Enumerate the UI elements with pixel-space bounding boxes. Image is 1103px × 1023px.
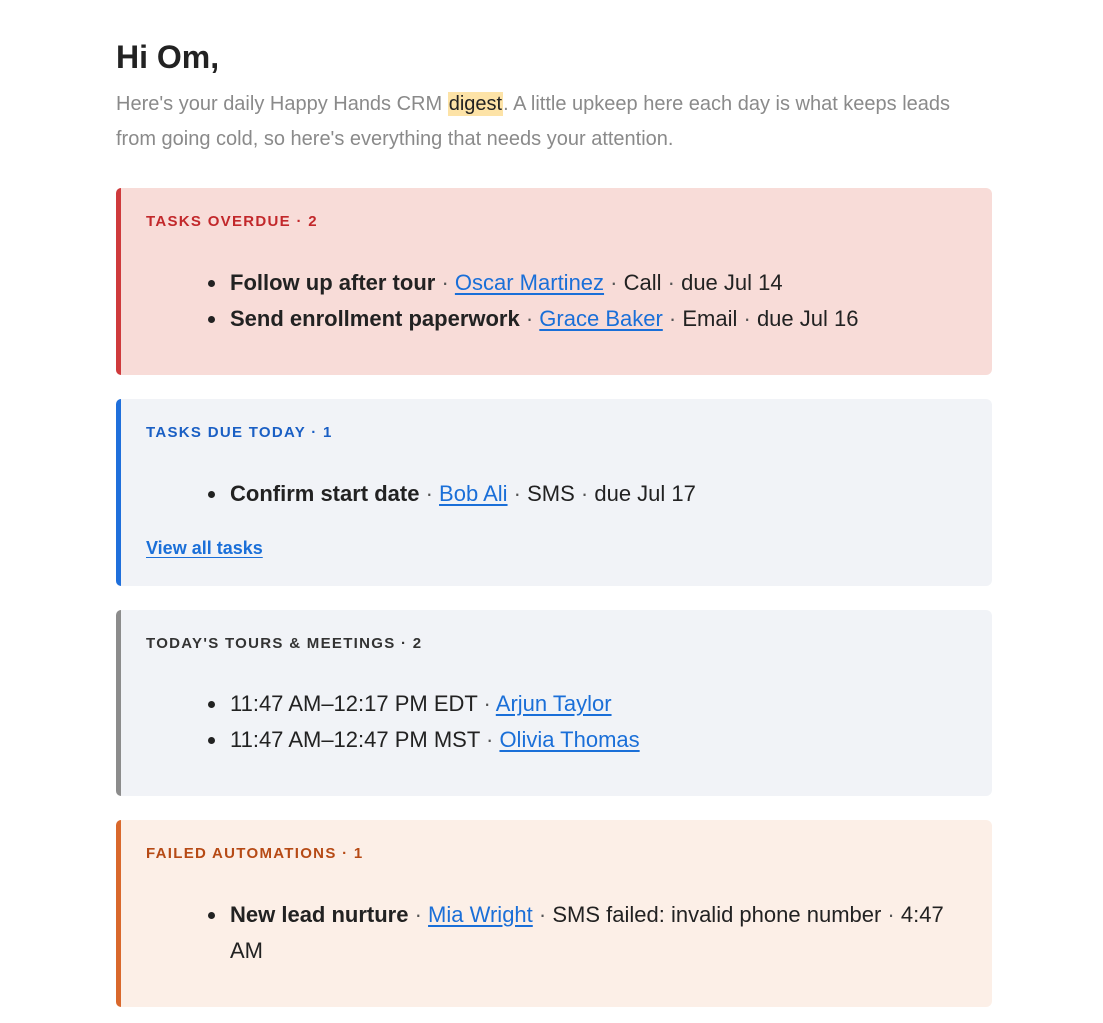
separator: · xyxy=(435,270,455,295)
failure-time: 4:47 AM xyxy=(230,902,944,963)
separator: · xyxy=(507,481,528,506)
list-item xyxy=(230,897,952,969)
intro-text-start: Here's your daily Happy Hands CRM xyxy=(116,93,448,115)
contact-link-oscar-martinez[interactable]: Oscar Martinez xyxy=(454,270,605,295)
list-item xyxy=(230,301,992,337)
contact-link-mia-wright[interactable]: Mia Wright xyxy=(428,902,533,927)
task-channel: Call xyxy=(623,270,662,295)
task-name: Confirm start date xyxy=(230,481,420,506)
task-channel: SMS xyxy=(527,481,575,506)
separator: · xyxy=(662,306,683,331)
separator: · xyxy=(479,727,500,752)
tours-accent-bar xyxy=(116,610,121,796)
list-item xyxy=(230,265,992,301)
tasks-due-today-card xyxy=(116,399,992,586)
today-accent-bar xyxy=(116,399,121,586)
overdue-accent-bar xyxy=(116,188,121,375)
task-due-date: due Jul 16 xyxy=(756,306,859,331)
overdue-task-list xyxy=(146,265,992,337)
greeting-heading: Hi Om, xyxy=(116,39,220,75)
separator: · xyxy=(532,902,553,927)
view-all-tasks-link[interactable]: View all tasks xyxy=(146,538,263,558)
separator: · xyxy=(604,270,624,295)
tours-meetings-title: TODAY'S TOURS & MEETINGS · 2 xyxy=(146,635,423,652)
separator: · xyxy=(881,902,901,927)
tasks-overdue-card xyxy=(116,188,992,375)
task-due-date: due Jul 14 xyxy=(681,270,783,295)
meeting-time: 11:47 AM–12:47 PM MST xyxy=(230,727,480,752)
task-channel: Email xyxy=(682,306,738,331)
tours-list xyxy=(146,686,992,758)
separator: · xyxy=(419,481,440,506)
contact-link-arjun-taylor[interactable]: Arjun Taylor xyxy=(495,691,612,716)
separator: · xyxy=(477,691,496,716)
failed-automation-list xyxy=(146,897,992,969)
failed-automations-card xyxy=(116,820,992,1007)
list-item xyxy=(230,686,992,722)
separator: · xyxy=(737,306,757,331)
separator: · xyxy=(519,306,540,331)
task-name: Follow up after tour xyxy=(230,270,436,295)
failed-automations-title: FAILED AUTOMATIONS · 1 xyxy=(146,845,364,862)
task-due-date: due Jul 17 xyxy=(594,481,696,506)
list-item xyxy=(230,722,992,758)
failure-reason: SMS failed: invalid phone number xyxy=(552,902,882,927)
intro-text-end: . A little upkeep here each day is what keeps leads from going cold, so here's everything that needs your attention. xyxy=(116,93,951,150)
intro-paragraph xyxy=(116,87,976,157)
separator: · xyxy=(574,481,595,506)
contact-link-olivia-thomas[interactable]: Olivia Thomas xyxy=(499,727,640,752)
tasks-overdue-title: TASKS OVERDUE · 2 xyxy=(146,213,318,230)
today-task-list xyxy=(146,476,992,512)
tours-meetings-card xyxy=(116,610,992,796)
separator: · xyxy=(408,902,429,927)
task-name: Send enrollment paperwork xyxy=(230,306,520,331)
contact-link-grace-baker[interactable]: Grace Baker xyxy=(539,306,663,331)
contact-link-bob-ali[interactable]: Bob Ali xyxy=(439,481,508,506)
list-item xyxy=(230,476,992,512)
failed-accent-bar xyxy=(116,820,121,1007)
automation-name: New lead nurture xyxy=(230,902,409,927)
meeting-time: 11:47 AM–12:17 PM EDT xyxy=(230,691,478,716)
separator: · xyxy=(661,270,682,295)
tasks-due-today-title: TASKS DUE TODAY · 1 xyxy=(146,424,333,441)
highlighted-word: digest xyxy=(448,93,503,115)
